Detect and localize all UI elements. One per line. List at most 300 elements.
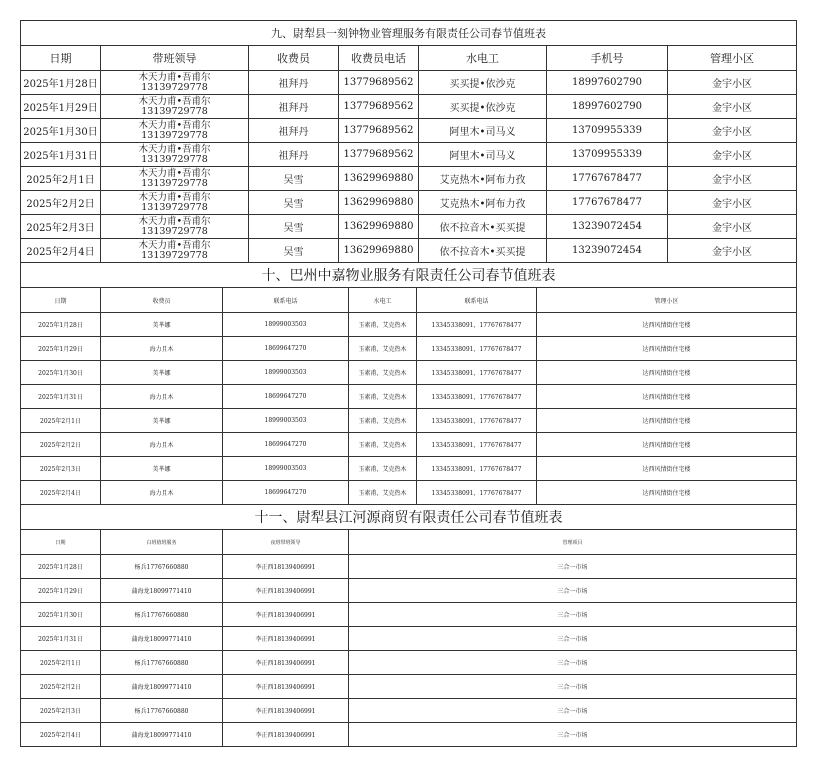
cell-collector-phone-text: 13629969880 [343, 173, 414, 184]
cell-date [21, 215, 101, 239]
cell-collector-phone-text: 13779689562 [343, 77, 414, 88]
table-row [21, 191, 797, 215]
cell-electrician-text: 艾克热木•阿布力孜 [439, 175, 526, 186]
cell-date [21, 95, 101, 119]
table-row [21, 361, 797, 385]
cell-day-duty-text: 蒲海龙18099771410 [131, 636, 192, 643]
cell-electrician [419, 71, 547, 95]
cell-day-duty [101, 699, 223, 723]
cell-electrician [349, 385, 417, 409]
header-phone: 联系电话 [417, 288, 537, 313]
cell-date [21, 191, 101, 215]
cell-electrician [349, 481, 417, 505]
cell-collector-phone [339, 215, 419, 239]
cell-date [21, 119, 101, 143]
duty-table-zhongjia [20, 263, 797, 505]
cell-leader-name-text: 木天力甫•吾甫尔 [138, 191, 211, 203]
cell-date-text: 2025年1月30日 [38, 612, 83, 619]
cell-date [21, 627, 101, 651]
cell-project [349, 627, 797, 651]
cell-collector [101, 361, 223, 385]
cell-leader-phone-text: 13139729778 [141, 81, 208, 93]
cell-community [668, 239, 797, 263]
header-phone: 手机号 [547, 46, 668, 71]
cell-collector-phone [339, 143, 419, 167]
cell-phone-text: 13345338091，17767678477 [431, 370, 522, 377]
cell-collector [249, 71, 339, 95]
cell-collector [249, 119, 339, 143]
cell-leader-name-text: 木天力甫•吾甫尔 [138, 71, 211, 83]
cell-collector-text: 美芈娜 [152, 370, 171, 377]
table-row [21, 723, 797, 747]
cell-night-leader-text: 李正西18139406991 [255, 564, 316, 571]
cell-community [668, 143, 797, 167]
cell-leader-phone-text: 13139729778 [141, 225, 208, 237]
cell-collector-phone [339, 167, 419, 191]
cell-night-leader-text: 李正西18139406991 [255, 684, 316, 691]
cell-leader-phone-text: 13139729778 [141, 153, 208, 165]
cell-date-text: 2025年2月2日 [26, 199, 95, 210]
cell-community-text: 达西风情街住宅楼 [642, 490, 691, 497]
table-row [21, 699, 797, 723]
cell-community-text: 达西风情街住宅楼 [642, 322, 691, 329]
table-row [21, 239, 797, 263]
cell-community [668, 95, 797, 119]
cell-phone-text: 13345338091，17767678477 [431, 466, 522, 473]
cell-collector-text: 祖拜丹 [278, 151, 309, 162]
cell-leader [101, 71, 249, 95]
cell-date-text: 2025年1月29日 [38, 346, 83, 353]
cell-collector-phone-text: 13629969880 [343, 245, 414, 256]
cell-collector-phone [223, 361, 349, 385]
cell-community [537, 337, 797, 361]
cell-collector-phone [339, 95, 419, 119]
cell-community [668, 71, 797, 95]
cell-collector-phone-text: 18699647270 [264, 441, 307, 448]
header-collector-phone: 联系电话 [223, 288, 349, 313]
cell-night-leader-text: 李正西18139406991 [255, 660, 316, 667]
cell-date [21, 699, 101, 723]
cell-collector [101, 385, 223, 409]
cell-date [21, 71, 101, 95]
cell-community-text: 金宇小区 [712, 151, 753, 162]
cell-community [537, 385, 797, 409]
cell-date-text: 2025年1月28日 [23, 79, 98, 90]
cell-night-leader [223, 675, 349, 699]
cell-collector [101, 313, 223, 337]
cell-phone-text: 13709955339 [572, 125, 642, 136]
cell-collector-text: 海力且木 [149, 394, 174, 401]
cell-phone [547, 71, 668, 95]
cell-electrician-text: 买买提•依沙克 [449, 79, 516, 90]
header-night-leader: 夜班带班领导 [223, 530, 349, 555]
cell-leader-name-text: 木天力甫•吾甫尔 [138, 167, 211, 179]
cell-collector-phone [223, 433, 349, 457]
cell-community [537, 457, 797, 481]
cell-community-text: 金宇小区 [712, 127, 753, 138]
cell-leader-phone-text: 13139729778 [141, 177, 208, 189]
cell-date-text: 2025年2月1日 [40, 418, 81, 425]
cell-collector-text: 海力且木 [149, 346, 174, 353]
table-title: 十一、尉犁县江河源商贸有限责任公司春节值班表 [21, 505, 797, 530]
cell-day-duty [101, 627, 223, 651]
cell-community-text: 金宇小区 [712, 103, 753, 114]
cell-date [21, 457, 101, 481]
cell-electrician-text: 玉素甫，艾克热木 [358, 418, 407, 425]
cell-collector-phone [339, 191, 419, 215]
cell-leader-name-text: 木天力甫•吾甫尔 [138, 239, 211, 251]
cell-project-text: 三合一市场 [557, 588, 588, 595]
cell-night-leader [223, 723, 349, 747]
cell-community-text: 达西风情街住宅楼 [642, 418, 691, 425]
cell-electrician-text: 阿里木•司马义 [449, 151, 516, 162]
table-body [21, 71, 797, 263]
cell-electrician [419, 191, 547, 215]
cell-leader [101, 119, 249, 143]
cell-electrician-text: 依不拉音木•买买提 [439, 223, 526, 234]
cell-night-leader-text: 李正西18139406991 [255, 732, 316, 739]
cell-phone [417, 361, 537, 385]
cell-phone-text: 13345338091，17767678477 [431, 322, 522, 329]
cell-date-text: 2025年2月4日 [26, 247, 95, 258]
cell-collector-text: 吴雪 [283, 175, 304, 186]
cell-collector-phone [339, 71, 419, 95]
cell-phone-text: 13345338091，17767678477 [431, 418, 522, 425]
cell-community-text: 金宇小区 [712, 175, 753, 186]
header-date: 日期 [21, 530, 101, 555]
cell-collector-text: 海力且木 [149, 490, 174, 497]
cell-leader-name-text: 木天力甫•吾甫尔 [138, 95, 211, 107]
table-row [21, 143, 797, 167]
cell-date-text: 2025年2月1日 [40, 660, 81, 667]
cell-day-duty [101, 675, 223, 699]
cell-leader-phone-text: 13139729778 [141, 129, 208, 141]
cell-phone-text: 13239072454 [572, 245, 642, 256]
cell-community-text: 达西风情街住宅楼 [642, 466, 691, 473]
table-row [21, 651, 797, 675]
table-row [21, 385, 797, 409]
cell-day-duty-text: 杨兵17767660880 [134, 660, 189, 667]
cell-collector-text: 吴雪 [283, 223, 304, 234]
table-row [21, 215, 797, 239]
cell-night-leader-text: 李正西18139406991 [255, 708, 316, 715]
cell-electrician [349, 337, 417, 361]
header-row [21, 530, 797, 555]
cell-night-leader [223, 555, 349, 579]
cell-date [21, 167, 101, 191]
cell-phone-text: 13345338091，17767678477 [431, 490, 522, 497]
cell-collector-text: 美芈娜 [152, 466, 171, 473]
cell-electrician-text: 玉素甫，艾克热木 [358, 322, 407, 329]
cell-date-text: 2025年1月30日 [23, 127, 98, 138]
duty-table-jiangheyuan [20, 505, 797, 747]
header-project: 管理项目 [349, 530, 797, 555]
cell-date-text: 2025年2月2日 [40, 684, 81, 691]
cell-phone [547, 239, 668, 263]
cell-date-text: 2025年2月1日 [26, 175, 95, 186]
cell-community [537, 361, 797, 385]
table-row [21, 119, 797, 143]
cell-electrician [349, 433, 417, 457]
cell-night-leader [223, 651, 349, 675]
cell-collector-phone [223, 409, 349, 433]
cell-date [21, 579, 101, 603]
cell-date [21, 313, 101, 337]
cell-electrician-text: 买买提•依沙克 [449, 103, 516, 114]
cell-electrician [419, 119, 547, 143]
cell-collector-text: 海力且木 [149, 442, 174, 449]
cell-community-text: 达西风情街住宅楼 [642, 394, 691, 401]
header-electrician: 水电工 [349, 288, 417, 313]
cell-collector-text: 吴雪 [283, 247, 304, 258]
cell-community-text: 金宇小区 [712, 199, 753, 210]
cell-phone-text: 17767678477 [572, 173, 642, 184]
cell-day-duty [101, 651, 223, 675]
cell-date-text: 2025年1月29日 [23, 103, 98, 114]
cell-date-text: 2025年2月3日 [26, 223, 95, 234]
cell-leader-name-text: 木天力甫•吾甫尔 [138, 119, 211, 131]
cell-date [21, 651, 101, 675]
cell-date [21, 239, 101, 263]
cell-date [21, 361, 101, 385]
cell-phone-text: 13345338091，17767678477 [431, 346, 522, 353]
cell-electrician [419, 143, 547, 167]
cell-collector [249, 239, 339, 263]
cell-collector [101, 433, 223, 457]
table-row [21, 433, 797, 457]
cell-date [21, 603, 101, 627]
cell-project-text: 三合一市场 [557, 564, 588, 571]
cell-day-duty [101, 723, 223, 747]
cell-day-duty-text: 杨兵17767660880 [134, 564, 189, 571]
cell-leader [101, 143, 249, 167]
cell-leader-name-text: 木天力甫•吾甫尔 [138, 215, 211, 227]
cell-community [668, 191, 797, 215]
cell-collector-phone-text: 13779689562 [343, 101, 414, 112]
cell-project [349, 579, 797, 603]
cell-electrician [349, 409, 417, 433]
cell-collector [101, 409, 223, 433]
header-community: 管理小区 [668, 46, 797, 71]
cell-day-duty-text: 蒲海龙18099771410 [131, 684, 192, 691]
cell-collector-phone-text: 13779689562 [343, 125, 414, 136]
cell-electrician [419, 215, 547, 239]
cell-collector-phone-text: 18699647270 [264, 345, 307, 352]
cell-project-text: 三合一市场 [557, 636, 588, 643]
cell-community-text: 金宇小区 [712, 79, 753, 90]
cell-night-leader-text: 李正西18139406991 [255, 636, 316, 643]
header-collector-phone: 收费员电话 [339, 46, 419, 71]
cell-electrician-text: 玉素甫，艾克热木 [358, 370, 407, 377]
cell-electrician-text: 阿里木•司马义 [449, 127, 516, 138]
cell-phone-text: 13345338091，17767678477 [431, 442, 522, 449]
cell-collector-phone-text: 18999003503 [264, 417, 307, 424]
header-electrician: 水电工 [419, 46, 547, 71]
cell-collector-phone-text: 18699647270 [264, 489, 307, 496]
table-row [21, 409, 797, 433]
cell-community [537, 313, 797, 337]
cell-phone [417, 313, 537, 337]
cell-collector [249, 215, 339, 239]
cell-leader [101, 215, 249, 239]
cell-date-text: 2025年2月3日 [40, 708, 81, 715]
cell-collector-text: 吴雪 [283, 199, 304, 210]
cell-day-duty [101, 603, 223, 627]
cell-collector-text: 祖拜丹 [278, 103, 309, 114]
table-row [21, 95, 797, 119]
cell-phone [547, 143, 668, 167]
table-body [21, 555, 797, 747]
table-row [21, 337, 797, 361]
cell-phone-text: 13345338091，17767678477 [431, 394, 522, 401]
header-day-duty: 白班值班服务 [101, 530, 223, 555]
cell-community-text: 金宇小区 [712, 223, 753, 234]
cell-date-text: 2025年1月28日 [38, 322, 83, 329]
cell-collector-text: 美芈娜 [152, 322, 171, 329]
cell-electrician-text: 玉素甫，艾克热木 [358, 394, 407, 401]
cell-electrician-text: 艾克热木•阿布力孜 [439, 199, 526, 210]
cell-date-text: 2025年2月4日 [40, 490, 81, 497]
cell-phone-text: 18997602790 [572, 77, 642, 88]
cell-night-leader [223, 699, 349, 723]
cell-project-text: 三合一市场 [557, 732, 588, 739]
cell-date [21, 555, 101, 579]
cell-collector [249, 167, 339, 191]
cell-project [349, 675, 797, 699]
cell-phone [547, 95, 668, 119]
table-row [21, 603, 797, 627]
cell-phone [417, 409, 537, 433]
cell-project [349, 699, 797, 723]
header-collector: 收费员 [249, 46, 339, 71]
table-row [21, 627, 797, 651]
cell-community-text: 达西风情街住宅楼 [642, 442, 691, 449]
table-row [21, 579, 797, 603]
cell-day-duty [101, 579, 223, 603]
cell-collector [101, 481, 223, 505]
cell-collector-phone-text: 13629969880 [343, 197, 414, 208]
cell-date-text: 2025年1月31日 [38, 636, 83, 643]
cell-phone [417, 337, 537, 361]
table-title: 九、尉犁县一刻钟物业管理服务有限责任公司春节值班表 [21, 21, 797, 46]
cell-project [349, 723, 797, 747]
cell-electrician [349, 313, 417, 337]
cell-project [349, 603, 797, 627]
cell-leader-phone-text: 13139729778 [141, 105, 208, 117]
cell-project [349, 555, 797, 579]
cell-collector-phone-text: 13779689562 [343, 149, 414, 160]
cell-collector-phone [223, 481, 349, 505]
cell-collector [101, 337, 223, 361]
cell-date-text: 2025年1月28日 [38, 564, 83, 571]
cell-community [537, 409, 797, 433]
cell-date [21, 433, 101, 457]
cell-day-duty-text: 杨兵17767660880 [134, 708, 189, 715]
table-row [21, 71, 797, 95]
cell-electrician [349, 361, 417, 385]
cell-date [21, 481, 101, 505]
cell-electrician [419, 95, 547, 119]
cell-date [21, 675, 101, 699]
cell-collector-text: 美芈娜 [152, 418, 171, 425]
cell-collector [101, 457, 223, 481]
cell-leader [101, 167, 249, 191]
cell-leader-phone-text: 13139729778 [141, 249, 208, 261]
cell-phone [417, 457, 537, 481]
cell-date-text: 2025年1月29日 [38, 588, 83, 595]
cell-collector-phone [223, 385, 349, 409]
cell-phone [547, 191, 668, 215]
cell-leader-name-text: 木天力甫•吾甫尔 [138, 143, 211, 155]
cell-phone-text: 13709955339 [572, 149, 642, 160]
cell-community-text: 金宇小区 [712, 247, 753, 258]
cell-collector-phone [223, 457, 349, 481]
cell-phone [417, 481, 537, 505]
cell-collector-phone [223, 313, 349, 337]
cell-phone [547, 167, 668, 191]
table-row [21, 457, 797, 481]
header-community: 管理小区 [537, 288, 797, 313]
cell-date-text: 2025年1月31日 [23, 151, 98, 162]
cell-project-text: 三合一市场 [557, 660, 588, 667]
table-title: 十、巴州中嘉物业服务有限责任公司春节值班表 [21, 263, 797, 288]
header-collector: 收费员 [101, 288, 223, 313]
cell-collector-phone [223, 337, 349, 361]
cell-electrician [419, 167, 547, 191]
cell-community [668, 215, 797, 239]
cell-phone [547, 119, 668, 143]
cell-collector-text: 祖拜丹 [278, 127, 309, 138]
cell-date [21, 143, 101, 167]
cell-date [21, 385, 101, 409]
cell-date-text: 2025年2月2日 [40, 442, 81, 449]
cell-community-text: 达西风情街住宅楼 [642, 346, 691, 353]
header-date: 日期 [21, 46, 101, 71]
cell-community-text: 达西风情街住宅楼 [642, 370, 691, 377]
cell-community [668, 167, 797, 191]
header-date: 日期 [21, 288, 101, 313]
cell-night-leader-text: 李正西18139406991 [255, 588, 316, 595]
duty-table-yikezhong [20, 20, 797, 263]
cell-date [21, 723, 101, 747]
cell-electrician-text: 依不拉音木•买买提 [439, 247, 526, 258]
cell-community [537, 433, 797, 457]
cell-date-text: 2025年1月30日 [38, 370, 83, 377]
cell-collector-phone-text: 18999003503 [264, 321, 307, 328]
cell-collector-text: 祖拜丹 [278, 79, 309, 90]
cell-community [537, 481, 797, 505]
cell-collector-phone-text: 18999003503 [264, 369, 307, 376]
cell-night-leader [223, 627, 349, 651]
cell-night-leader-text: 李正西18139406991 [255, 612, 316, 619]
cell-phone [547, 215, 668, 239]
cell-date [21, 409, 101, 433]
cell-project [349, 651, 797, 675]
table-row [21, 555, 797, 579]
cell-day-duty-text: 蒲海龙18099771410 [131, 588, 192, 595]
cell-date-text: 2025年1月31日 [38, 394, 83, 401]
cell-phone-text: 18997602790 [572, 101, 642, 112]
table-row [21, 167, 797, 191]
cell-date-text: 2025年2月4日 [40, 732, 81, 739]
cell-phone-text: 13239072454 [572, 221, 642, 232]
cell-day-duty [101, 555, 223, 579]
cell-collector [249, 95, 339, 119]
cell-community [668, 119, 797, 143]
header-row [21, 288, 797, 313]
cell-electrician-text: 玉素甫，艾克热木 [358, 466, 407, 473]
cell-leader [101, 95, 249, 119]
